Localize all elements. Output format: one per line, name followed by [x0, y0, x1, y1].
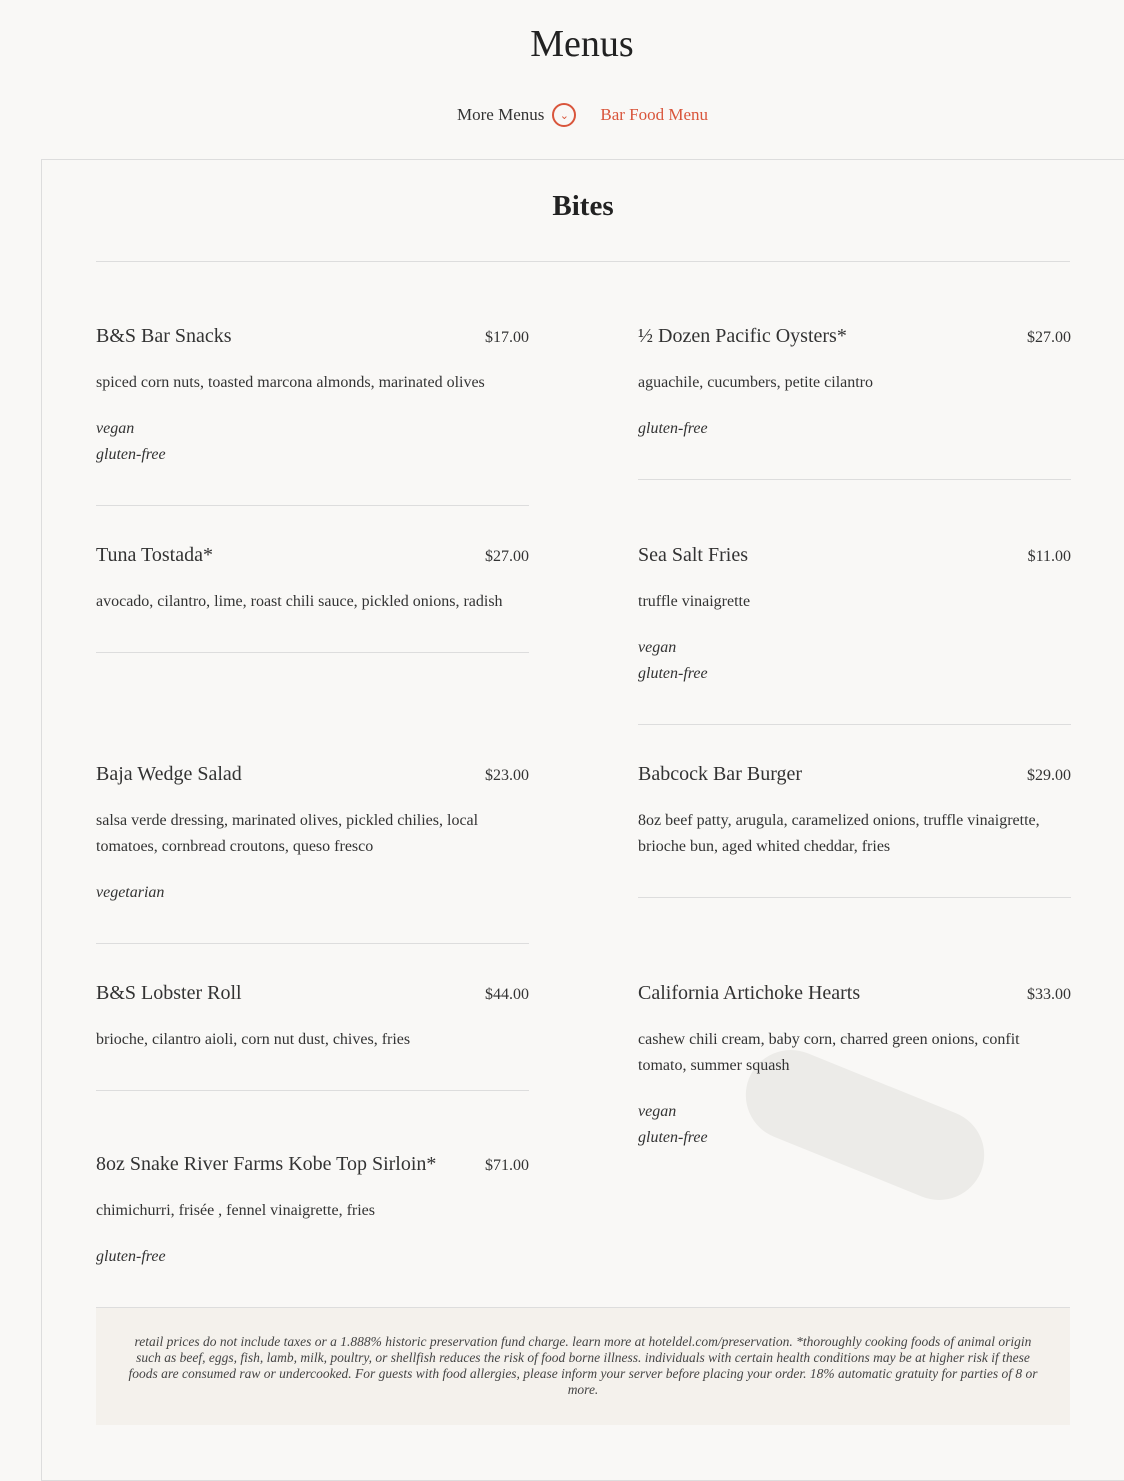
item-header [96, 982, 529, 1004]
menu-nav [457, 103, 708, 127]
more-menus-label: More Menus [457, 105, 545, 124]
item-description: cashew chili cream, baby corn, charred green onions, confit tomato, summer squash [638, 1031, 1020, 1074]
dietary-tag: vegan [638, 1103, 677, 1120]
item-name: Sea Salt Fries [638, 544, 748, 566]
menu-item [638, 982, 1071, 1188]
dietary-tag: gluten-free [96, 446, 166, 463]
menu-item [96, 982, 529, 1091]
chevron-down-icon: ⌄ [552, 103, 576, 127]
item-header [96, 763, 529, 785]
bar-food-menu-link[interactable]: Bar Food Menu [600, 105, 709, 124]
divider [96, 261, 1070, 262]
menu-item [96, 325, 529, 506]
item-header [96, 1153, 529, 1175]
item-price: $33.00 [1027, 986, 1071, 1003]
item-tags [638, 1099, 1071, 1151]
menu-item [96, 1153, 529, 1307]
item-description: aguachile, cucumbers, petite cilantro [638, 374, 874, 391]
page-title: Menus [530, 23, 634, 65]
item-name: B&S Lobster Roll [96, 982, 242, 1004]
more-menus-dropdown[interactable] [457, 103, 576, 127]
item-price: $27.00 [1027, 329, 1071, 346]
item-price: $44.00 [485, 986, 529, 1003]
dietary-tag: vegan [638, 639, 677, 656]
dietary-tag: vegetarian [96, 884, 165, 901]
item-name: Tuna Tostada* [96, 544, 213, 566]
item-header [638, 544, 1071, 566]
item-name: B&S Bar Snacks [96, 325, 232, 347]
item-name: 8oz Snake River Farms Kobe Top Sirloin* [96, 1153, 437, 1175]
item-price: $11.00 [1027, 548, 1071, 565]
item-price: $29.00 [1027, 767, 1071, 784]
dietary-tag: vegan [96, 420, 135, 437]
item-price: $71.00 [485, 1157, 529, 1174]
dietary-tag: gluten-free [638, 420, 708, 437]
item-price: $27.00 [485, 548, 529, 565]
menu-item [96, 544, 529, 653]
item-tags [638, 416, 1071, 442]
item-header [96, 544, 529, 566]
menu-item [638, 544, 1071, 725]
item-tags [96, 880, 529, 906]
item-description: chimichurri, frisée , fennel vinaigrette, fries [96, 1202, 375, 1219]
dietary-tag: gluten-free [638, 665, 708, 682]
item-header [638, 325, 1071, 347]
item-price: $17.00 [485, 329, 529, 346]
item-price: $23.00 [485, 767, 529, 784]
item-tags [96, 416, 529, 468]
item-header [96, 325, 529, 347]
item-name: California Artichoke Hearts [638, 982, 861, 1004]
item-header [638, 982, 1071, 1004]
footer-disclaimer: retail prices do not include taxes or a 1.888% historic preservation fund charge. learn more at hoteldel.com/preservation. *thoroughly cooking foods of animal origin such as beef, eggs, fish, lamb, milk, poultry, or shellfish reduces the risk of food borne illness. individuals with certain health conditions may be at higher risk if these foods are consumed raw or undercooked. For guests with food allergies, please inform your server before placing your order. 18% automatic gratuity for parties of 8 or more. [96, 1307, 1070, 1425]
menu-item [638, 763, 1071, 898]
item-header [638, 763, 1071, 785]
item-name: ½ Dozen Pacific Oysters* [638, 325, 847, 347]
section-title: Bites [552, 190, 614, 222]
menu-item [638, 325, 1071, 480]
item-tags [96, 1244, 529, 1270]
item-description: truffle vinaigrette [638, 593, 751, 610]
item-description: spiced corn nuts, toasted marcona almonds, marinated olives [96, 374, 485, 391]
item-name: Baja Wedge Salad [96, 763, 242, 785]
item-description: salsa verde dressing, marinated olives, pickled chilies, local tomatoes, cornbread croutons, queso fresco [96, 812, 479, 855]
item-description: brioche, cilantro aioli, corn nut dust, chives, fries [96, 1031, 411, 1048]
item-description: avocado, cilantro, lime, roast chili sauce, pickled onions, radish [96, 593, 503, 610]
item-tags [638, 635, 1071, 687]
item-description: 8oz beef patty, arugula, caramelized onions, truffle vinaigrette, brioche bun, aged whited cheddar, fries [638, 812, 1040, 855]
item-name: Babcock Bar Burger [638, 763, 803, 785]
dietary-tag: gluten-free [96, 1248, 166, 1265]
menu-item [96, 763, 529, 944]
dietary-tag: gluten-free [638, 1129, 708, 1146]
